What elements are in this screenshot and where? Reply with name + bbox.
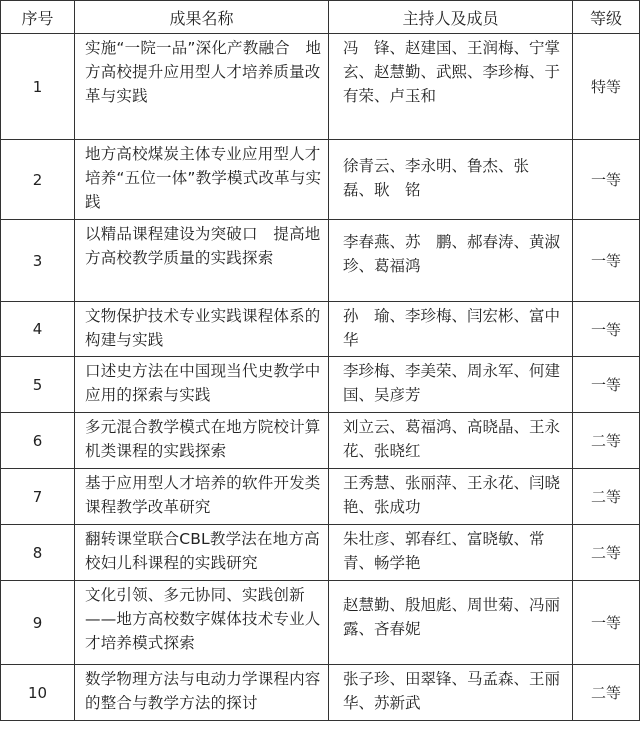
row-grade: 二等 xyxy=(573,525,640,581)
row-index: 2 xyxy=(1,140,75,220)
row-members: 张子珍、田翠锋、马孟森、王丽华、苏新武 xyxy=(329,665,573,721)
table-row xyxy=(1,413,640,469)
table-row xyxy=(1,525,640,581)
row-grade: 一等 xyxy=(573,140,640,220)
header-index: 序号 xyxy=(1,1,75,34)
row-index: 6 xyxy=(1,413,75,469)
row-name: 以精品课程建设为突破口 提高地方高校教学质量的实践探索 xyxy=(75,220,329,302)
row-index: 9 xyxy=(1,581,75,665)
table-row xyxy=(1,220,640,302)
row-name: 实施“一院一品”深化产教融合 地方高校提升应用型人才培养质量改革与实践 xyxy=(75,34,329,140)
row-index: 3 xyxy=(1,220,75,302)
row-grade: 一等 xyxy=(573,220,640,302)
row-name: 文物保护技术专业实践课程体系的构建与实践 xyxy=(75,302,329,357)
row-grade: 一等 xyxy=(573,302,640,357)
row-members: 王秀慧、张丽萍、王永花、闫晓艳、张成功 xyxy=(329,469,573,525)
row-index: 5 xyxy=(1,357,75,413)
row-name: 翻转课堂联合CBL教学法在地方高校妇儿科课程的实践研究 xyxy=(75,525,329,581)
table-row xyxy=(1,302,640,357)
table-row xyxy=(1,581,640,665)
row-name: 基于应用型人才培养的软件开发类课程教学改革研究 xyxy=(75,469,329,525)
row-members: 刘立云、葛福鸿、高晓晶、王永花、张晓红 xyxy=(329,413,573,469)
row-index: 10 xyxy=(1,665,75,721)
row-name: 多元混合教学模式在地方院校计算机类课程的实践探索 xyxy=(75,413,329,469)
row-members: 李珍梅、李美荣、周永军、何建国、吴彦芳 xyxy=(329,357,573,413)
row-grade: 二等 xyxy=(573,469,640,525)
table-row xyxy=(1,469,640,525)
row-grade: 二等 xyxy=(573,413,640,469)
row-index: 4 xyxy=(1,302,75,357)
row-members: 冯 锋、赵建国、王润梅、宁掌玄、赵慧勤、武熙、李珍梅、于有荣、卢玉和 xyxy=(329,34,573,140)
row-members: 朱壮彦、郭春红、富晓敏、常 青、畅学艳 xyxy=(329,525,573,581)
row-name: 地方高校煤炭主体专业应用型人才培养“五位一体”教学模式改革与实践 xyxy=(75,140,329,220)
row-members: 徐青云、李永明、鲁杰、张 磊、耿 铭 xyxy=(329,140,573,220)
header-grade: 等级 xyxy=(573,1,640,34)
table-row xyxy=(1,665,640,721)
row-index: 1 xyxy=(1,34,75,140)
row-grade: 一等 xyxy=(573,581,640,665)
row-index: 7 xyxy=(1,469,75,525)
row-index: 8 xyxy=(1,525,75,581)
header-name: 成果名称 xyxy=(75,1,329,34)
table-header-row xyxy=(1,1,640,34)
row-members: 孙 瑜、李珍梅、闫宏彬、富中华 xyxy=(329,302,573,357)
table-row xyxy=(1,34,640,140)
row-name: 口述史方法在中国现当代史教学中应用的探索与实践 xyxy=(75,357,329,413)
row-grade: 二等 xyxy=(573,665,640,721)
row-members: 李春燕、苏 鹏、郝春涛、黄淑珍、葛福鸿 xyxy=(329,220,573,302)
row-name: 数学物理方法与电动力学课程内容的整合与教学方法的探讨 xyxy=(75,665,329,721)
row-grade: 特等 xyxy=(573,34,640,140)
table-row xyxy=(1,357,640,413)
row-name: 文化引领、多元协同、实践创新——地方高校数字媒体技术专业人才培养模式探索 xyxy=(75,581,329,665)
row-members: 赵慧勤、殷旭彪、周世菊、冯丽露、吝春妮 xyxy=(329,581,573,665)
row-grade: 一等 xyxy=(573,357,640,413)
table-row xyxy=(1,140,640,220)
header-members: 主持人及成员 xyxy=(329,1,573,34)
